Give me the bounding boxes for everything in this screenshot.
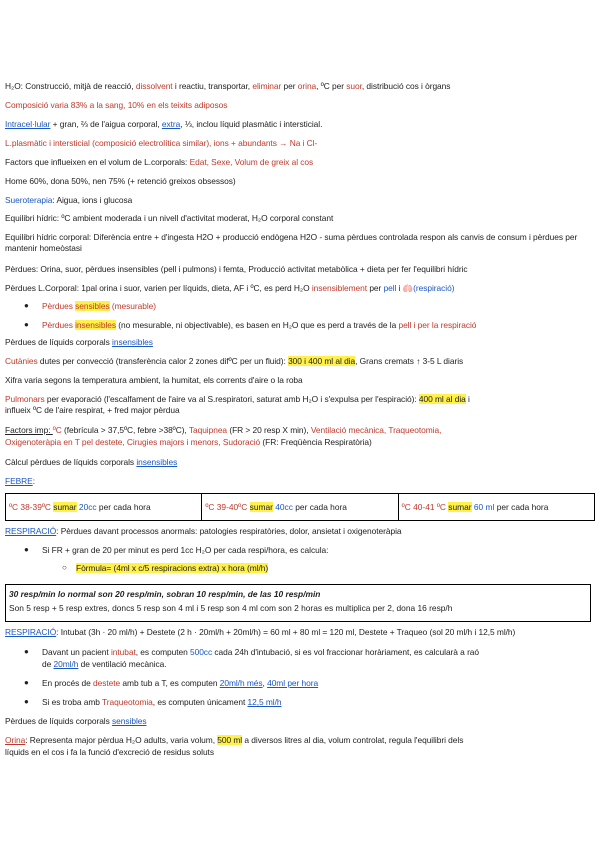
lungs-icon: i 🫁 [396, 283, 414, 293]
water-balance-line: Equilibri hídric: ºC ambient moderada i un nivell d'activitat moderat, H₂O corporal constant [5, 213, 334, 223]
text: 40cc [272, 502, 293, 512]
link-febre[interactable]: FEBRE [5, 476, 33, 486]
fever-heading [5, 476, 595, 487]
text: 60 ml [471, 502, 495, 512]
text: intubat [110, 647, 136, 657]
text: (mesurable) [109, 301, 157, 311]
intubat-bullet [42, 647, 592, 658]
box-line-2: Son 5 resp + 5 resp extres, doncs 5 resp son 4 ml i 5 resp son 4 ml com son 2 horas es multiplica per 2, dona 16 resp/h [9, 603, 453, 613]
text: Pèrdues [42, 301, 76, 311]
text: suor [346, 81, 362, 91]
text: : Aigua, ions i glucosa [52, 195, 133, 205]
fr-bullet: Si FR + gran de 20 per minut es perd 1cc H₂O per cada respi/hora, es calcula: [42, 545, 329, 555]
link-20ml[interactable]: 20ml/h [53, 659, 79, 669]
text: Cutànies [5, 356, 38, 366]
text: dissolvent [135, 81, 173, 91]
water-function-line [5, 81, 595, 92]
text: destete [93, 678, 121, 688]
insensible-losses-heading [5, 337, 595, 348]
text: per [281, 81, 298, 91]
text: orina [297, 81, 317, 91]
text: Fòrmula= (4ml x c/5 respiracions extra) x hora (ml/h) [76, 563, 269, 573]
box-line-1: 30 resp/min lo normal son 20 resp/min, sobran 10 resp/min, de las 10 resp/min [9, 589, 321, 599]
text: Edat, Sexe, Volum de greix al cos [189, 157, 314, 167]
bullet-icon: ● [24, 697, 29, 706]
body-losses-line [5, 283, 595, 294]
bullet-icon: ● [24, 545, 29, 554]
link-intracellular[interactable]: Intracel·lular [5, 119, 51, 129]
text: dutes per convecció (transferència calor 2 zones difºC per un fluid): [37, 356, 289, 366]
text: H₂O: Construcció, mitjà de reacció, [5, 81, 136, 91]
text: (febrícula > 37,5ºC, febre >38ºC), [61, 425, 189, 435]
text: per cada hora [292, 502, 347, 512]
fever-cell-2 [202, 494, 398, 520]
sensible-losses-heading [5, 716, 595, 727]
text: , Grans cremats ↑ 3-5 L diaris [355, 356, 464, 366]
text: 500cc [189, 647, 213, 657]
text: per evaporació (l'escalfament de l'aire va al S.respiratori, saturat amb H₂O i s'expulsa per l'espiració): [44, 394, 419, 404]
percent-line: Home 60%, dona 50%, nen 75% (+ retenció greixos obsessos) [5, 176, 236, 186]
text: (FR > 20 resp X min), [227, 425, 311, 435]
text: Factors que influeixen en el volum de L.corporals: [5, 157, 190, 167]
bullet-icon: ● [24, 320, 29, 329]
link-20ml-mes[interactable]: 20ml/h més [219, 678, 263, 688]
link-sensibles[interactable]: sensibles [112, 716, 147, 726]
text: per cada hora [96, 502, 151, 512]
link-12-5ml[interactable]: 12,5 ml/h [247, 697, 282, 707]
cutaneous-line [5, 356, 595, 367]
fever-table [5, 493, 595, 521]
text: , ºC per [316, 81, 347, 91]
factors-imp-line-2 [5, 437, 595, 448]
text: 400 ml al dia [418, 394, 466, 404]
text: Pèrdues L.Corporal: 1pal orina i suor, varien per líquids, dieta, AF i ºC, es perd H₂O [5, 283, 312, 293]
text: 300 i 400 ml al dia [288, 356, 356, 366]
pulmonary-line [5, 394, 595, 405]
calc-heading [5, 457, 595, 468]
text: i [465, 394, 470, 404]
text: ºC 38-39ºC [9, 502, 54, 512]
text: sumar [448, 502, 472, 512]
respiration-intubat-line [5, 627, 595, 638]
traqueo-bullet [42, 697, 592, 708]
text: pell i per la respiració [398, 320, 477, 330]
text: : [32, 476, 35, 486]
text: , es computen [135, 647, 190, 657]
text: Orina [5, 735, 26, 745]
text: per cada hora [494, 502, 549, 512]
link-extra[interactable]: extra [161, 119, 181, 129]
fever-cell-3 [399, 494, 594, 520]
composition-line: Composició varia 83% a la sang, 10% en els teixits adiposos [5, 100, 228, 110]
text: pell [383, 283, 397, 293]
text: + gran, ⅔ de l'aigua corporal, [50, 119, 162, 129]
text: (FR: Freqüència Respiratòria) [260, 437, 372, 447]
text: ºC 39-40ºC [205, 502, 250, 512]
text: amb tub a T, es computen [120, 678, 220, 688]
text: ºC 40-41 ºC [401, 502, 449, 512]
plasma-line: L.plasmàtic i intersticial (composició electrolítica similar), ions + abundants → Na i Cl- [5, 138, 318, 148]
text: sumar [249, 502, 273, 512]
link-respiracio[interactable]: RESPIRACIÓ [5, 526, 57, 536]
text: Traqueotomia [102, 697, 153, 707]
text: sensibles [75, 301, 110, 311]
text: (respiració) [413, 283, 455, 293]
text: insensibles [75, 320, 117, 330]
text: sumar [53, 502, 77, 512]
text: Sueroterapia [5, 195, 53, 205]
text: Si es troba amb [42, 697, 103, 707]
link-insensibles[interactable]: insensibles [112, 337, 153, 347]
destete-bullet [42, 678, 592, 689]
circle-bullet-icon: ○ [62, 563, 67, 572]
text: de ventilació mecànica. [78, 659, 167, 669]
text: , [262, 678, 268, 688]
text: : Representa major pèrdua H₂O adults, varia volum, [25, 735, 218, 745]
pulmonary-line-2: influeix ºC de l'aire respirat, + fred major pèrdua [5, 405, 180, 415]
intubat-bullet-2 [42, 659, 592, 670]
text: Pulmonars [5, 394, 45, 404]
text: , es computen únicament [152, 697, 248, 707]
text: Taquipnea [188, 425, 228, 435]
text: cada 24h d'intubació, si es vol fraccionar horàriament, es calcularà a raó [212, 647, 480, 657]
factors-line [5, 157, 595, 168]
urine-line-2: líquids en el cos i fa la funció d'excreció de residus soluts [5, 747, 214, 757]
text: , distribució cos i òrgans [361, 81, 451, 91]
intracellular-line [5, 119, 595, 130]
text: : Pèrdues davant processos anormals: patologies respiratòries, dolor, ansietat i oxigenoteràpia [56, 526, 402, 536]
text: Càlcul pèrdues de líquids corporals [5, 457, 137, 467]
factors-imp-line [5, 425, 595, 436]
body-water-balance-line: Equilibri hídric corporal: Diferència entre + d'ingesta H2O + producció endògena H2O - suma pèrdues controlada respon als canvis de consum i pèrdues per mantenir homeòstasi [5, 232, 578, 253]
text: Pèrdues de líquids corporals [5, 337, 113, 347]
text: per [367, 283, 384, 293]
link-40ml[interactable]: 40ml per hora [267, 678, 319, 688]
text: a diversos litres al dia, volum controlat, regula l'equilibri dels [242, 735, 464, 745]
text: , ⅓, inclou líquid plasmàtic i intersticial. [180, 119, 323, 129]
fever-cell-1 [6, 494, 202, 520]
text: Pèrdues [42, 320, 76, 330]
bullet-icon: ● [24, 301, 29, 310]
text: 500 ml [217, 735, 243, 745]
text: 20cc [76, 502, 97, 512]
text: i reactiu, transportar, [172, 81, 253, 91]
sensible-bullet [42, 301, 592, 312]
sueroterapia-line [5, 195, 595, 206]
text: Factors imp: [5, 425, 53, 435]
text: de [42, 659, 54, 669]
text: ºC [52, 425, 62, 435]
text: En procés de [42, 678, 94, 688]
urine-line [5, 735, 595, 746]
calculation-box [5, 584, 591, 622]
losses-line: Pèrdues: Orina, suor, pèrdues insensibles (pell i pulmons) i femta, Producció activitat metabòlica + dieta per fer l'equilibri hídric [5, 264, 468, 274]
text: Pèrdues de líquids corporals [5, 716, 113, 726]
bullet-icon: ● [24, 678, 29, 687]
text: Oxigenoteràpia en T pel destete, Cirugies majors i menors, Sudoració [5, 437, 261, 447]
text: : Intubat (3h · 20 ml/h) + Destete (2 h · 20ml/h + 20ml/h) = 60 ml + 80 ml = 120 ml, Destete + Traqueo (sol 20 ml/h i 12,5 ml/h) [56, 627, 516, 637]
link-respiracio[interactable]: RESPIRACIÓ [5, 627, 57, 637]
variation-line: Xifra varia segons la temperatura ambient, la humitat, els corrents d'aire o la roba [5, 375, 303, 385]
respiration-line [5, 526, 595, 537]
insensible-bullet [42, 320, 592, 331]
formula-line [76, 563, 576, 574]
text: insensiblement [311, 283, 368, 293]
text: Ventilació mecànica, Traqueotomia, [310, 425, 442, 435]
text: Davant un pacient [42, 647, 111, 657]
link-insensibles[interactable]: insensibles [136, 457, 178, 467]
bullet-icon: ● [24, 647, 29, 656]
text: eliminar [252, 81, 282, 91]
text: (no mesurable, ni objectivable), es basen en H₂O que es perd a través de la [116, 320, 399, 330]
